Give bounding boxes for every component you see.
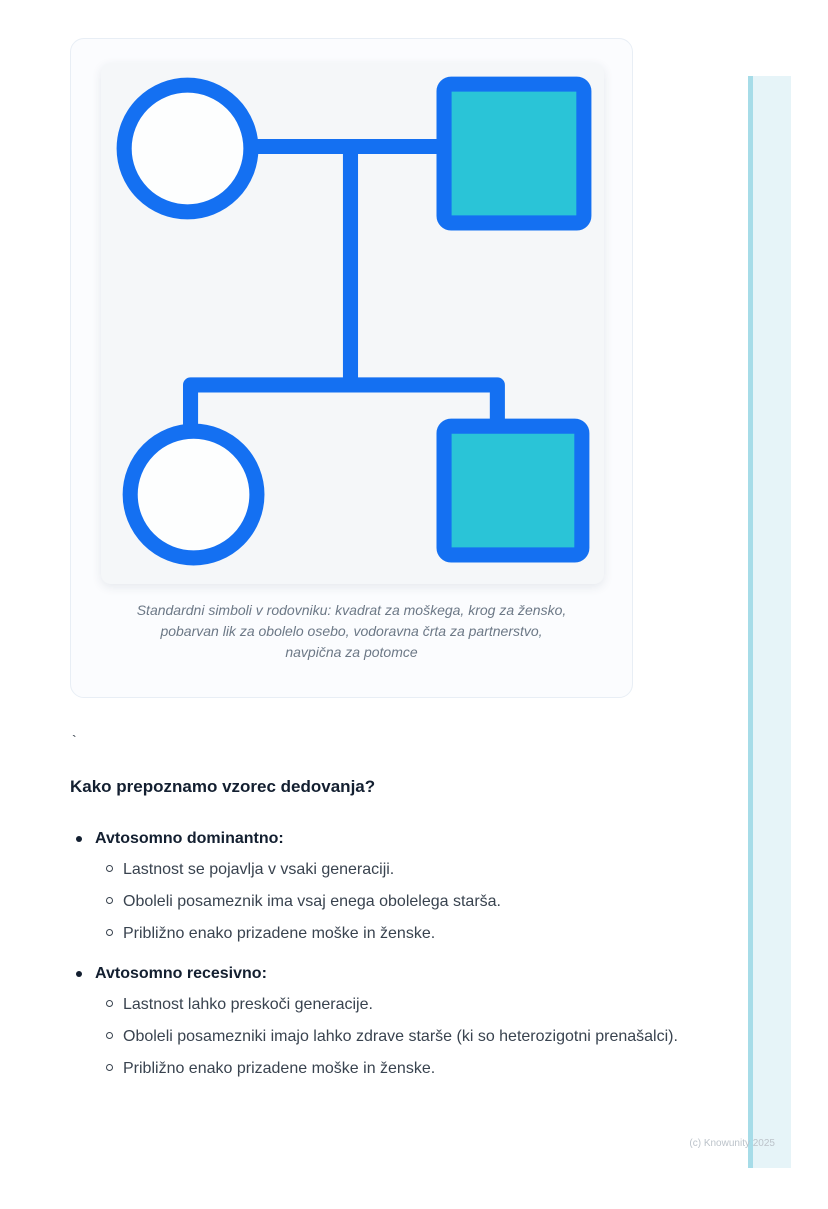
figure-caption-line: navpična za potomce <box>285 644 418 661</box>
sub-item-text: Lastnost se pojavlja v vsaki generaciji. <box>123 861 395 879</box>
male-affected-symbol <box>444 84 584 223</box>
pedigree-diagram-image <box>101 63 604 584</box>
sub-list-item <box>106 890 718 913</box>
section-heading: Kako prepoznamo vzorec dedovanja? <box>70 777 376 797</box>
sub-list-item <box>106 858 718 881</box>
inheritance-patterns-list <box>70 828 828 1080</box>
bullet-circle-icon <box>106 897 113 904</box>
list-item-head <box>70 828 828 850</box>
sub-item-text: Lastnost lahko preskoči generacije. <box>123 996 373 1014</box>
sub-list <box>70 993 828 1080</box>
sub-list-item <box>106 922 718 945</box>
list-item-head <box>70 963 828 985</box>
list-item-label: Avtosomno dominantno: <box>95 830 284 848</box>
bullet-circle-icon <box>106 1064 113 1071</box>
bullet-circle-icon <box>106 865 113 872</box>
document-page <box>0 38 828 1080</box>
sub-item-text: Oboleli posameznik ima vsaj enega obolelega starša. <box>123 893 501 911</box>
female-unaffected-symbol <box>130 431 257 558</box>
sub-list-item <box>106 993 718 1016</box>
figure-caption-line: pobarvan lik za obolelo osebo, vodoravna črta za partnerstvo, <box>160 623 543 640</box>
copyright-notice: (c) Knowunity 2025 <box>689 1138 775 1149</box>
figure-caption-line: Standardni simboli v rodovniku: kvadrat za moškega, krog za žensko, <box>136 602 567 619</box>
pedigree-diagram-icon <box>101 63 604 584</box>
bullet-disc-icon <box>76 971 82 977</box>
bullet-circle-icon <box>106 929 113 936</box>
male-affected-symbol <box>444 426 582 555</box>
bullet-circle-icon <box>106 1000 113 1007</box>
sub-item-text: Približno enako prizadene moške in ženske. <box>123 1060 436 1078</box>
figure-caption <box>101 600 602 663</box>
sub-list-item <box>106 1057 718 1080</box>
sub-item-text: Približno enako prizadene moške in ženske. <box>123 925 436 943</box>
sub-list <box>70 858 828 945</box>
list-item-autosomal-dominant <box>70 828 828 945</box>
list-item-label: Avtosomno recesivno: <box>95 965 267 983</box>
female-unaffected-symbol <box>124 85 251 212</box>
stray-backtick-text: ` <box>72 732 77 749</box>
bullet-circle-icon <box>106 1032 113 1039</box>
bullet-disc-icon <box>76 836 82 842</box>
figure-card <box>70 38 633 698</box>
sub-item-text: Oboleli posamezniki imajo lahko zdrave starše (ki so heterozigotni prenašalci). <box>123 1028 678 1046</box>
sub-list-item <box>106 1025 718 1048</box>
list-item-autosomal-recessive <box>70 963 828 1080</box>
